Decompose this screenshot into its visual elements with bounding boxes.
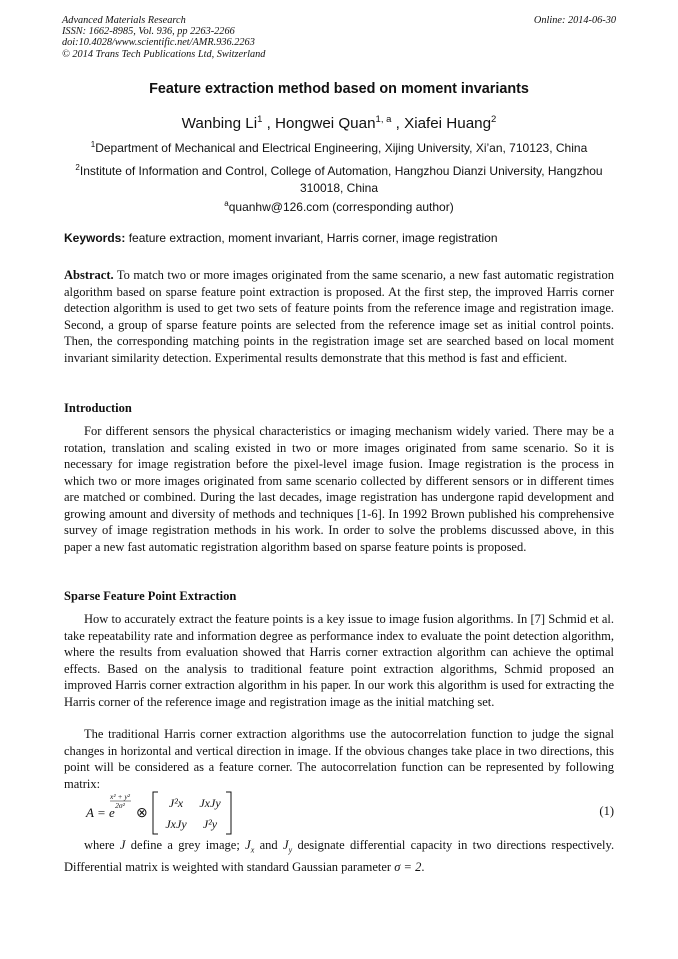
author-sup: 1 <box>257 114 263 125</box>
abstract <box>64 267 614 366</box>
matrix-cell: JxJy <box>199 796 221 810</box>
keywords-text: feature extraction, moment invariant, Harris corner, image registration <box>128 231 498 245</box>
journal-issn: ISSN: 1662-8985, Vol. 936, pp 2263-2266 <box>62 26 235 38</box>
sparse-feature-paragraph-2: The traditional Harris corner extraction algorithms use the autocorrelation function to judge the signal changes in horizontal and vertical direction in image. If the obvious changes take place in two directions, this point will be considered as a feature corner. The autocorrelation function can be represented by following matrix: <box>64 727 614 791</box>
abstract-label: Abstract. <box>64 268 114 282</box>
corresponding-email: $^a$quanhw@126.com (corresponding author) <box>224 199 454 214</box>
equation-exponent-den: 2σ² <box>115 801 125 810</box>
equation-operator: ⊗ <box>136 806 148 821</box>
journal-doi[interactable]: doi:10.4028/www.scientific.net/AMR.936.2263 <box>62 37 255 49</box>
author-name: Xiafei Huang <box>404 115 492 132</box>
journal-copyright: © 2014 Trans Tech Publications Ltd, Switzerland <box>62 48 266 60</box>
sparse-feature-paragraph-1: How to accurately extract the feature points is a key issue to image fusion algorithms. In [7] Schmid et al. take repeatability rate and information degree as performance index to evaluate the point detection algorithm, where the results from evaluation showed that Harris corner extraction algorithm can achieve the optimal effects. Based on the analysis to traditional feature point extraction algorithms, Schmid proposed an improved Harris corner extraction algorithm in his paper. In our work this algorithm is used for extracting the Harris corner of the reference image and registration image as the initial matching set. <box>64 612 614 709</box>
introduction-paragraph: For different sensors the physical characteristics or imaging mechanism widely varied. There may be a rotation, translation and scaling existed in two or more images originated from same scenario. So it is necessary for image registration before the pixel-level image fusion. Image registration is the process in which two or more images originated from same scenario collected by different sensors or in different times are matched or combined. During the last decades, image registration has undergone rapid development and growing amount and diversity of methods and techniques [1-6]. In 1992 Brown published his comprehensive survey of image registration methods in his work. In order to solve the problems discussed above, in this paper a new fast automatic registration algorithm based on sparse feature points is proposed. <box>64 424 614 554</box>
online-date: Online: 2014-06-30 <box>533 15 616 26</box>
matrix-cell: J²y <box>202 817 218 831</box>
post-equation-paragraph: where J define a grey image; $J_x$ and $J_y$ designate differential capacity in two directions respectively. Differential matrix is weighted with standard Gaussian parameter σ = 2. <box>64 838 615 874</box>
affiliation-1: $^1$Department of Mechanical and Electrical Engineering, Xijing University, Xi’an, 710123, China <box>90 140 588 155</box>
email-link[interactable]: quanhw@126.com (corresponding author) <box>228 200 454 214</box>
equation-lhs: A = e <box>86 805 115 820</box>
author-name: Wanbing Li <box>181 115 258 132</box>
journal-name: Advanced Materials Research <box>62 15 186 26</box>
section-heading-introduction: Introduction <box>64 401 132 415</box>
paper-title: Feature extraction method based on moment invariants <box>149 81 529 97</box>
matrix-cell: J²x <box>168 796 184 810</box>
equation-number: (1) <box>599 804 614 818</box>
equation-exponent-num: x² + y² <box>110 792 130 801</box>
author-name: Hongwei Quan <box>275 115 376 132</box>
keywords <box>64 231 614 245</box>
author-sup: 1, a <box>375 114 392 125</box>
equation-formula <box>86 790 306 836</box>
keywords-label: Keywords: <box>64 231 126 245</box>
abstract-text: To match two or more images originated from the same scenario, a new fast automatic registration algorithm based on sparse feature point extraction is proposed. At the first step, the improved Harris corner detection algorithm is used to get two sets of feature points from the reference image and registration image. Second, a group of sparse feature points are selected from the reference image set as initial control points. Then, the corresponding matching points in the registration image set are searched based on local moment invariant similarity detection. Experimental results demonstrate that this method is fast and efficient. <box>64 268 614 365</box>
author-list: Wanbing Li$^1$ , Hongwei Quan$^{1, a}$ , Xiafei Huang$^2$ <box>181 114 497 132</box>
author-sup: 2 <box>491 114 497 125</box>
journal-header <box>62 15 616 60</box>
section-heading-sparse-feature: Sparse Feature Point Extraction <box>64 589 237 603</box>
equation-1 <box>64 790 614 836</box>
affiliation-2: $^2$Institute of Information and Control, College of Automation, Hangzhou Dianzi University, Hangzhou 310018, China <box>75 163 603 195</box>
matrix-cell: JxJy <box>165 817 187 831</box>
